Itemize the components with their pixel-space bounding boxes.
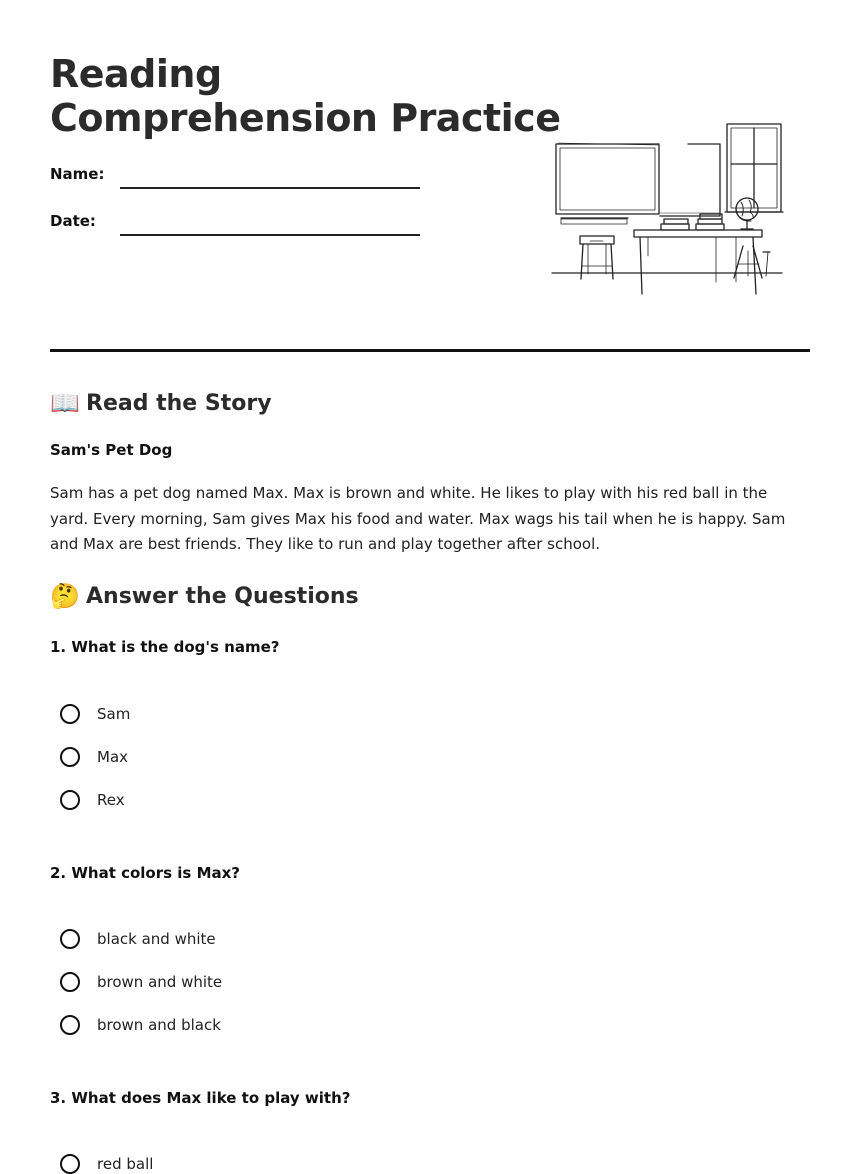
open-book-icon: 📖 [50, 389, 80, 417]
name-label: Name: [50, 165, 105, 183]
option-label: Rex [97, 791, 125, 809]
option-label: brown and black [97, 1016, 221, 1034]
story-text: Sam has a pet dog named Max. Max is brown and white. He likes to play with his red ball in the yard. Every morning, Sam gives Max his food and water. Max wags his tail when he is happy. Sam and Max are best friends. They like to run and play together after school. [50, 484, 786, 553]
question-2: 2. What colors is Max? [50, 864, 241, 882]
q1-option-rex[interactable] [60, 790, 125, 810]
date-field[interactable] [120, 234, 420, 236]
option-label: black and white [97, 930, 216, 948]
question-1: 1. What is the dog's name? [50, 638, 280, 656]
story-title: Sam's Pet Dog [50, 441, 173, 459]
q2-option-brown-and-white[interactable] [60, 972, 222, 992]
section-divider [50, 349, 810, 352]
option-label: Max [97, 748, 129, 766]
option-label: Sam [97, 705, 131, 723]
thinking-face-icon: 🤔 [50, 582, 80, 610]
date-label: Date: [50, 212, 96, 230]
q3-option-red-ball[interactable] [60, 1154, 153, 1174]
story-section-heading [50, 389, 272, 417]
radio-button[interactable] [60, 1154, 80, 1174]
title-line-2: Comprehension Practice [50, 96, 561, 140]
title-line-1: Reading [50, 52, 222, 96]
questions-section-heading [50, 582, 359, 610]
q1-option-sam[interactable] [60, 704, 130, 724]
option-label: brown and white [97, 973, 223, 991]
q1-option-max[interactable] [60, 747, 128, 767]
radio-button[interactable] [60, 972, 80, 992]
radio-button[interactable] [60, 1015, 80, 1035]
story-section-heading-text: Read the Story [86, 390, 272, 416]
radio-button[interactable] [60, 704, 80, 724]
questions-section-heading-text: Answer the Questions [86, 583, 359, 609]
radio-button[interactable] [60, 929, 80, 949]
q2-option-black-and-white[interactable] [60, 929, 216, 949]
page-title [50, 52, 560, 140]
radio-button[interactable] [60, 790, 80, 810]
question-3: 3. What does Max like to play with? [50, 1089, 351, 1107]
radio-button[interactable] [60, 747, 80, 767]
q2-option-brown-and-black[interactable] [60, 1015, 221, 1035]
name-field[interactable] [120, 187, 420, 189]
classroom-illustration [548, 116, 788, 298]
option-label: red ball [97, 1155, 154, 1173]
